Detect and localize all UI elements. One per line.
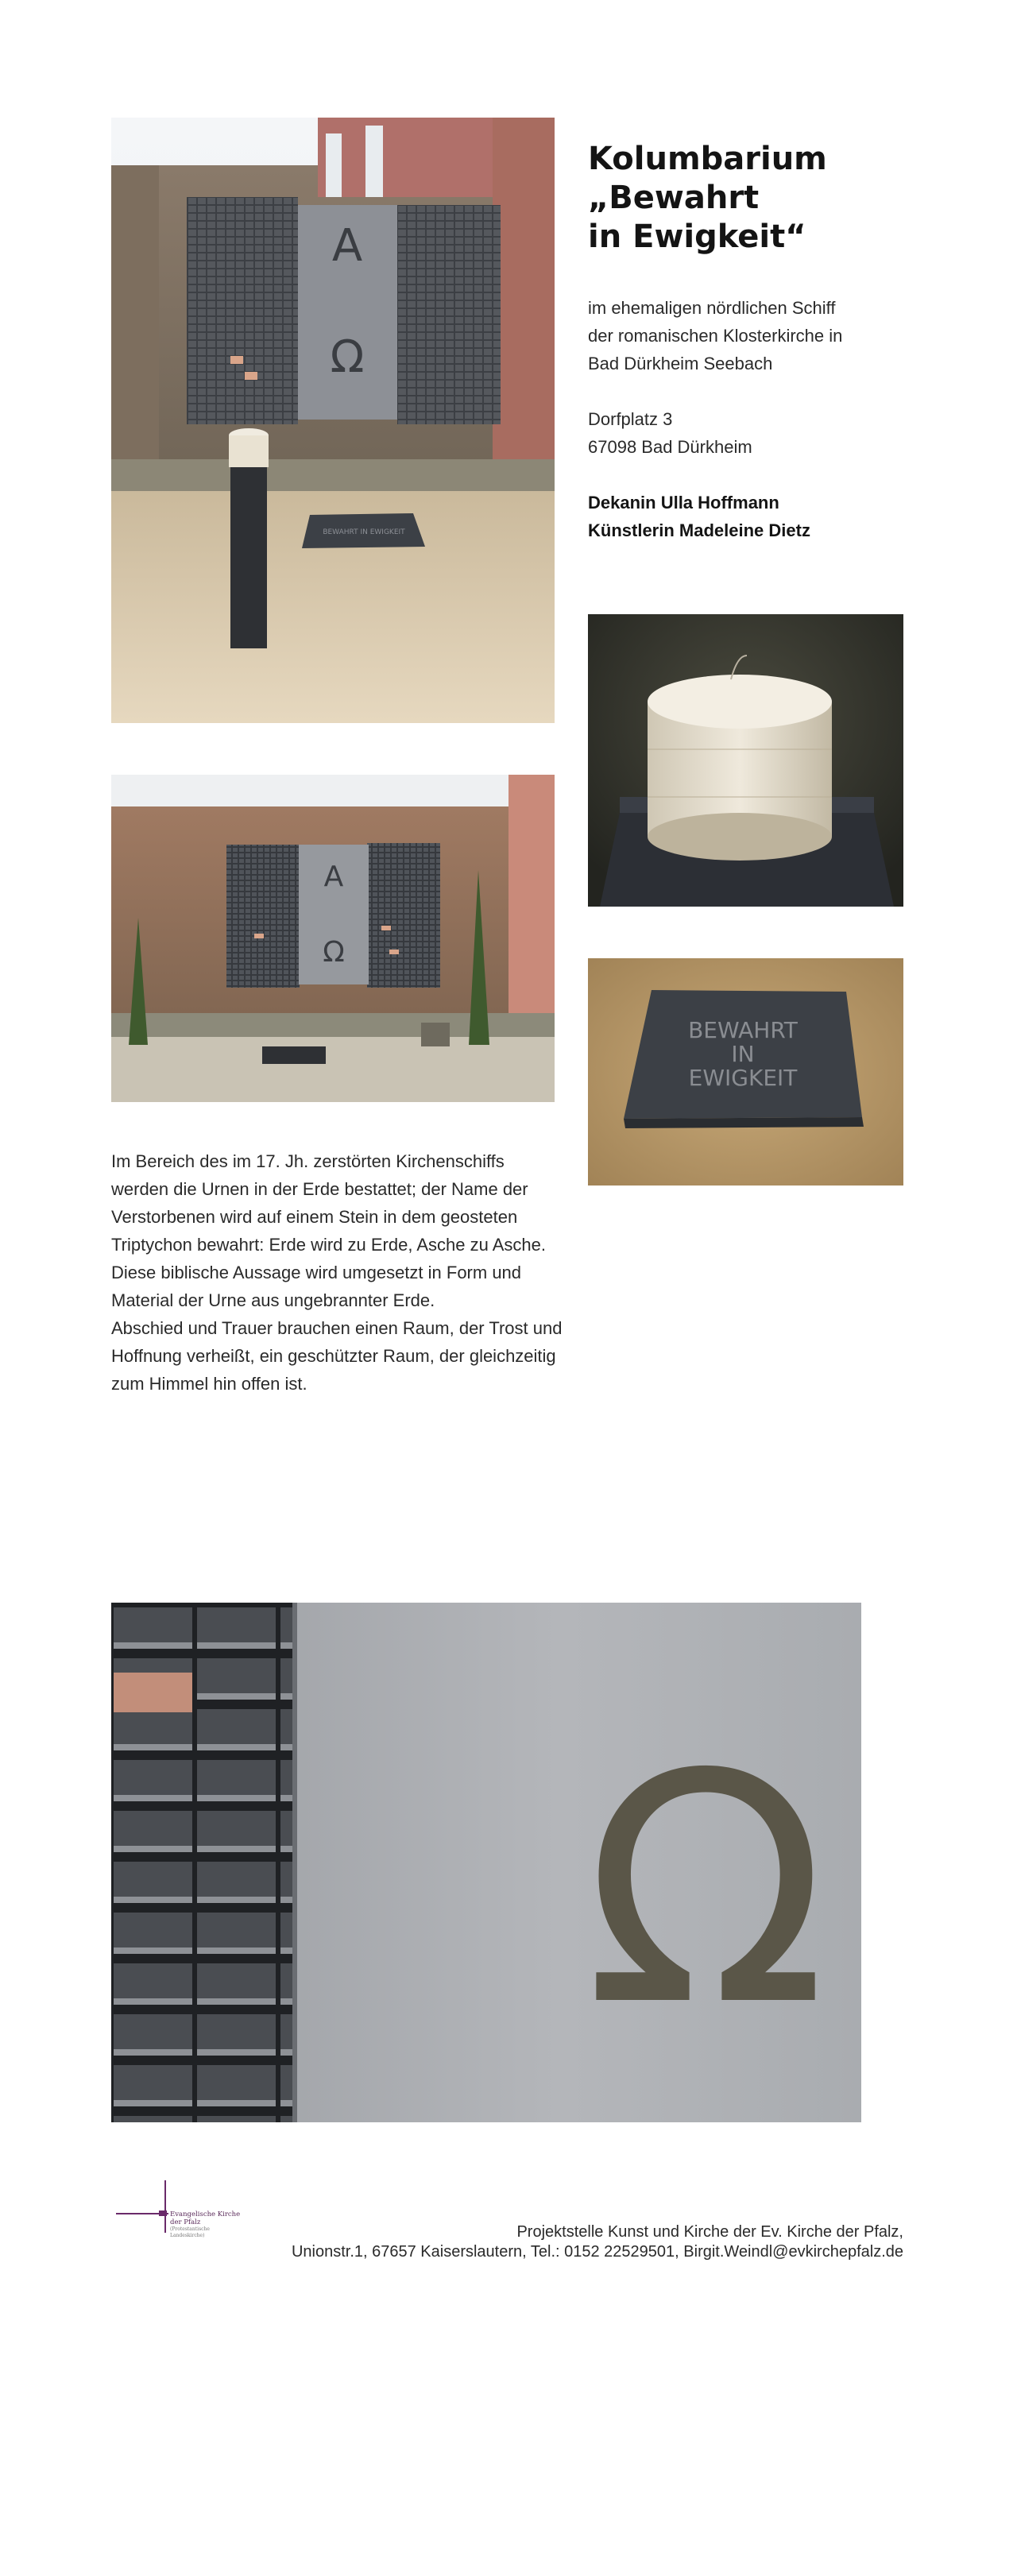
- logo-line-1: Evangelische Kirche: [170, 2210, 241, 2218]
- body-text: [111, 1147, 564, 1398]
- svg-text:BEWAHRT: BEWAHRT: [688, 1017, 798, 1043]
- body-paragraph-1: Im Bereich des im 17. Jh. zerstörten Kirchenschiffs werden die Urnen in der Erde bestattet; der Name der Verstorbenen wird auf einem Stein in dem geosteten Triptychon bewahrt: Erde wird zu Erde, Asche zu Asche. Diese biblische Aussage wird umgesetzt in Form und Material der Urne aus ungebrannter Erde.: [111, 1151, 547, 1310]
- svg-text:IN: IN: [731, 1041, 755, 1067]
- photo-columbarium-main: [111, 118, 555, 723]
- footer-line-1: Projektstelle Kunst und Kirche der Ev. Kirche der Pfalz,: [516, 2223, 903, 2241]
- location-line-3: Bad Dürkheim Seebach: [588, 354, 773, 373]
- svg-text:A: A: [323, 861, 344, 893]
- title-line-2: „Bewahrt: [588, 180, 760, 216]
- credit-artist: Künstlerin Madeleine Dietz: [588, 520, 810, 540]
- address-city: 67098 Bad Dürkheim: [588, 437, 752, 457]
- svg-text:EWIGKEIT: EWIGKEIT: [688, 1065, 798, 1091]
- photo-columbarium-wide: [111, 775, 555, 1102]
- credit-dean: Dekanin Ulla Hoffmann: [588, 493, 779, 512]
- location-line-2: der romanischen Klosterkirche in: [588, 326, 843, 346]
- body-paragraph-2: Abschied und Trauer brauchen einen Raum, der Trost und Hoffnung verheißt, ein geschützter Raum, der gleichzeitig zum Himmel hin offen ist.: [111, 1318, 563, 1394]
- address-street: Dorfplatz 3: [588, 409, 673, 429]
- svg-text:Ω: Ω: [584, 1706, 827, 2075]
- svg-text:A: A: [331, 220, 363, 272]
- address-block: [588, 405, 938, 461]
- title-line-1: Kolumbarium: [588, 141, 827, 177]
- footer-contact: [292, 2222, 903, 2262]
- footer-line-2: Unionstr.1, 67657 Kaiserslautern, Tel.: 0152 22529501, Birgit.Weindl@evkirchepfalz.de: [291, 2243, 903, 2261]
- location-line-1: im ehemaligen nördlichen Schiff: [588, 298, 836, 318]
- document-title: [588, 140, 938, 257]
- svg-text:BEWAHRT IN EWIGKEIT: BEWAHRT IN EWIGKEIT: [323, 528, 405, 536]
- logo-line-3: (Protestantische Landeskirche): [170, 2226, 210, 2238]
- photo-omega-detail: [111, 1603, 861, 2122]
- svg-text:Ω: Ω: [330, 331, 365, 383]
- location-block: [588, 294, 938, 377]
- title-line-3: in Ewigkeit“: [588, 219, 806, 255]
- logo-line-2: der Pfalz: [170, 2218, 201, 2226]
- svg-text:Ω: Ω: [323, 936, 345, 969]
- church-logo: [111, 2179, 241, 2238]
- photo-stone-plate: [588, 958, 903, 1186]
- photo-urn: [588, 614, 903, 907]
- credits-block: [588, 489, 938, 544]
